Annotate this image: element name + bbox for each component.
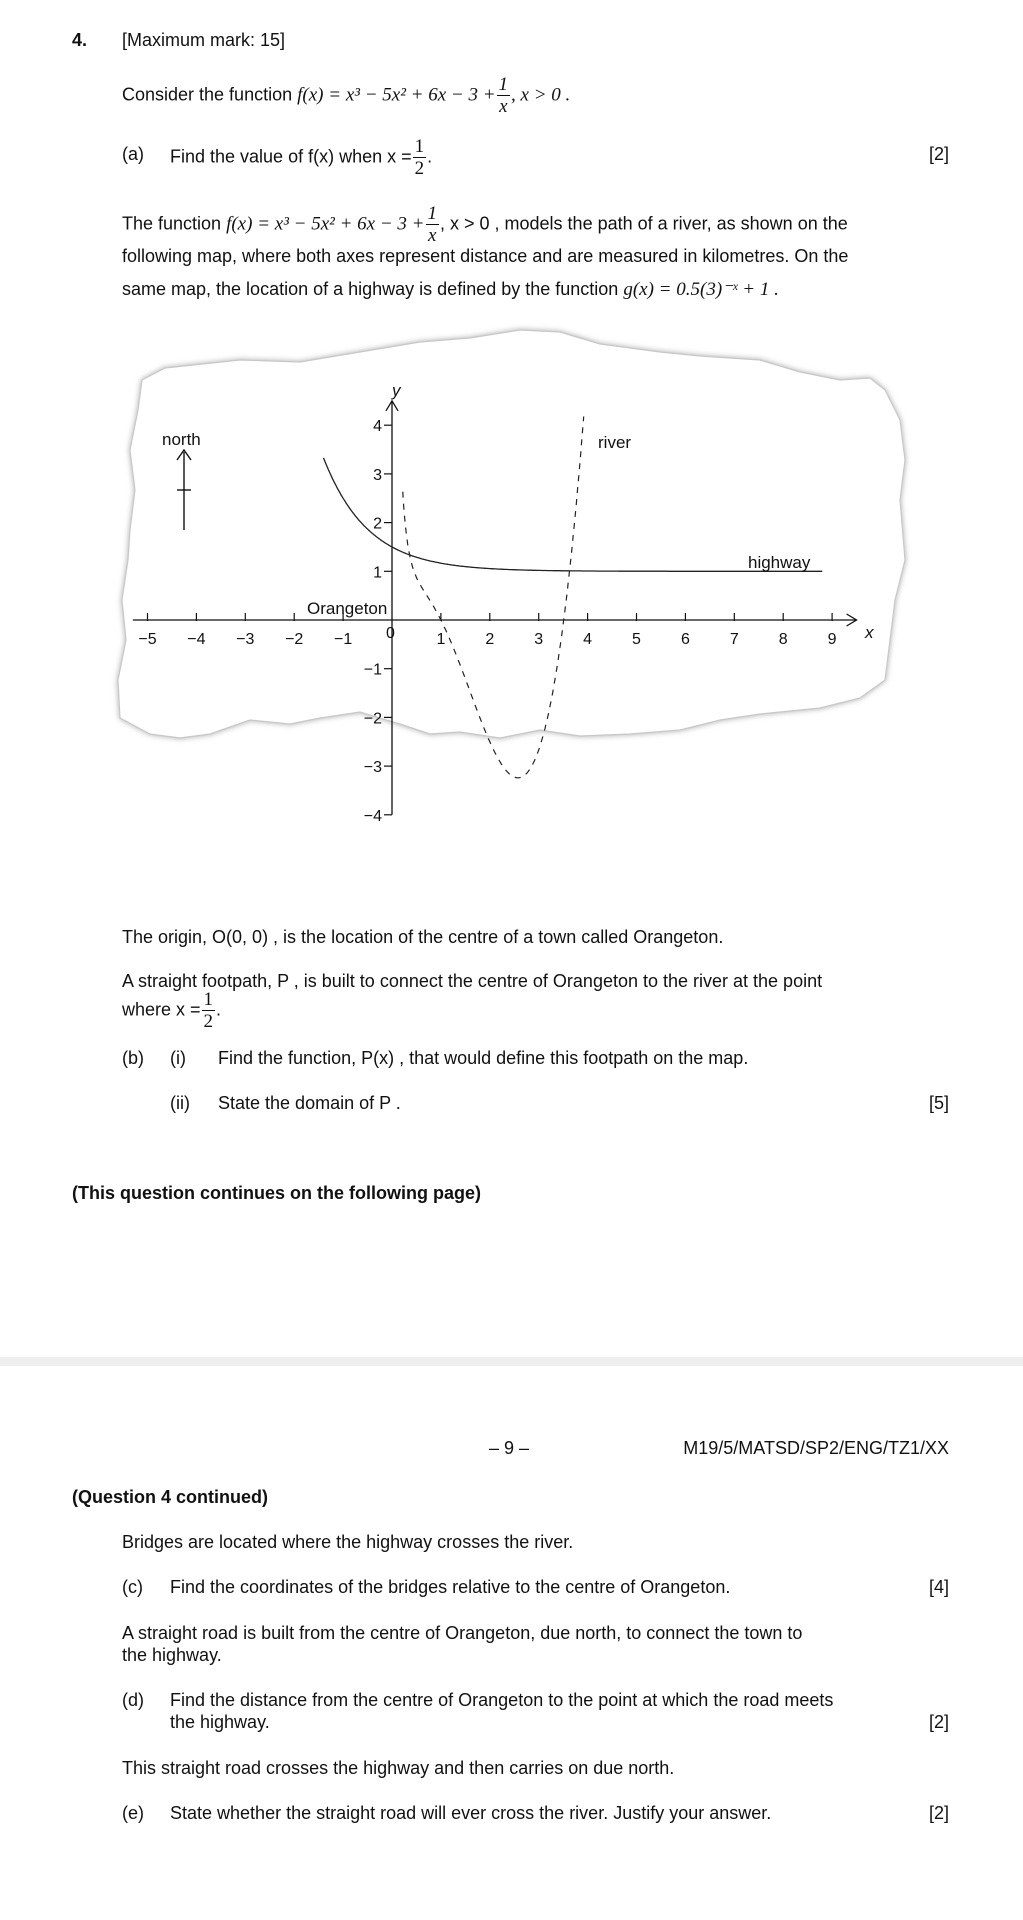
torn-paper-background bbox=[118, 330, 905, 738]
part-bi-label: (i) bbox=[170, 1048, 186, 1068]
y-tick-label: −1 bbox=[363, 661, 382, 679]
part-a-mark: [2] bbox=[928, 144, 949, 164]
x-tick-label: −4 bbox=[187, 631, 206, 648]
origin-label: 0 bbox=[386, 625, 395, 642]
question-number: 4. bbox=[72, 30, 88, 50]
continues-note: (This question continues on the following page) bbox=[72, 1183, 481, 1203]
north-label: north bbox=[162, 430, 201, 449]
river-p1-start: The function bbox=[122, 213, 222, 234]
road-line1: A straight road is built from the centre of Orangeton, due north, to connect the town to bbox=[122, 1623, 803, 1643]
highway-label: highway bbox=[748, 553, 811, 572]
part-e-text: State whether the straight road will ever cross the river. Justify your answer. bbox=[170, 1803, 772, 1823]
origin-text: The origin, O(0, 0) , is the location of the centre of a town called Orangeton. bbox=[122, 927, 724, 947]
x-tick-label: −2 bbox=[285, 631, 304, 648]
footpath-num: 1 bbox=[203, 989, 214, 1010]
page-divider bbox=[0, 1357, 1023, 1366]
part-a-fraction bbox=[413, 137, 427, 178]
river-paragraph-line1 bbox=[122, 204, 848, 245]
footpath-den: 2 bbox=[203, 1011, 214, 1032]
x-tick-label: 7 bbox=[729, 631, 739, 648]
footpath-fraction bbox=[202, 990, 216, 1031]
road-line2: the highway. bbox=[122, 1645, 222, 1665]
func-f-one: 1 bbox=[498, 74, 509, 95]
river-paragraph-line2: following map, where both axes represent distance and are measured in kilometres. On the bbox=[122, 246, 849, 266]
question-continued: (Question 4 continued) bbox=[72, 1487, 268, 1507]
x-tick-label: 4 bbox=[583, 631, 593, 648]
x-tick-label: −5 bbox=[138, 631, 157, 648]
page-number: – 9 – bbox=[489, 1438, 530, 1458]
crosses-text: This straight road crosses the highway and then carries on due north. bbox=[122, 1758, 675, 1778]
part-c-mark: [4] bbox=[928, 1577, 949, 1597]
max-mark: [Maximum mark: 15] bbox=[122, 30, 286, 50]
river-p1-x: x bbox=[428, 225, 437, 246]
y-tick-label: 2 bbox=[373, 515, 382, 533]
part-bii-label: (ii) bbox=[170, 1093, 190, 1113]
part-a-line bbox=[170, 137, 432, 178]
func-f-x: x bbox=[499, 96, 508, 117]
part-a-text: Find the value of f(x) when x = bbox=[170, 146, 412, 167]
footpath-end: . bbox=[216, 999, 222, 1020]
footpath-where: where x = bbox=[122, 999, 201, 1020]
part-d-mark: [2] bbox=[928, 1712, 949, 1732]
river-paragraph-line3 bbox=[122, 278, 779, 301]
part-d-line2: the highway. bbox=[170, 1712, 270, 1732]
y-tick-label: 4 bbox=[373, 418, 382, 436]
x-tick-label: 3 bbox=[534, 631, 544, 648]
part-bi-text: Find the function, P(x) , that would define this footpath on the map. bbox=[218, 1048, 749, 1068]
river-p1-one: 1 bbox=[427, 203, 437, 224]
footpath-line1: A straight footpath, P , is built to connect the centre of Orangeton to the river at the point bbox=[122, 971, 823, 991]
x-tick-label: 6 bbox=[680, 631, 690, 648]
func-f-left: f(x) = x³ − 5x² + 6x − 3 + bbox=[297, 84, 496, 106]
func-f-fraction bbox=[497, 75, 511, 116]
orangeton-label: Orangeton bbox=[307, 599, 388, 618]
x-tick-label: −3 bbox=[236, 631, 255, 648]
part-e-mark: [2] bbox=[928, 1803, 949, 1823]
x-tick-label: 8 bbox=[778, 631, 788, 648]
x-tick-label: 5 bbox=[632, 631, 641, 648]
river-label: river bbox=[598, 433, 632, 452]
part-b-mark: [5] bbox=[928, 1093, 949, 1113]
y-tick-label: 3 bbox=[373, 466, 382, 484]
river-p1-end: , x > 0 , models the path of a river, as shown on the bbox=[440, 213, 848, 234]
y-axis-label: y bbox=[392, 381, 401, 400]
part-a-den: 2 bbox=[414, 158, 425, 179]
river-p1-func: f(x) = x³ − 5x² + 6x − 3 + bbox=[226, 213, 425, 235]
bridges-text: Bridges are located where the highway crosses the river. bbox=[122, 1532, 574, 1552]
intro-text: Consider the function bbox=[122, 84, 293, 105]
part-a-end: . bbox=[427, 146, 433, 167]
part-b-label: (b) bbox=[122, 1048, 144, 1068]
y-tick-label: −3 bbox=[363, 759, 382, 777]
part-e-label: (e) bbox=[122, 1803, 144, 1823]
func-f-domain: , x > 0 . bbox=[511, 84, 571, 106]
y-tick-label: −4 bbox=[363, 807, 382, 825]
part-c-text: Find the coordinates of the bridges relative to the centre of Orangeton. bbox=[170, 1577, 731, 1597]
x-tick-label: 1 bbox=[436, 631, 446, 648]
y-tick-label: 1 bbox=[373, 564, 382, 582]
intro-line bbox=[122, 75, 570, 116]
x-tick-label: −1 bbox=[333, 631, 353, 648]
part-c-label: (c) bbox=[122, 1577, 143, 1597]
x-axis-label: x bbox=[865, 623, 874, 642]
river-p1-fraction bbox=[426, 204, 440, 245]
part-a-label: (a) bbox=[122, 144, 144, 164]
part-d-line1: Find the distance from the centre of Orangeton to the point at which the road meets bbox=[170, 1690, 834, 1710]
river-map bbox=[0, 320, 1023, 900]
part-d-label: (d) bbox=[122, 1690, 144, 1710]
river-p3-func: g(x) = 0.5(3)⁻ˣ + 1 . bbox=[623, 279, 779, 300]
part-bii-text: State the domain of P . bbox=[218, 1093, 401, 1113]
x-tick-label: 2 bbox=[485, 631, 495, 648]
x-tick-label: 9 bbox=[827, 631, 837, 648]
part-a-num: 1 bbox=[414, 136, 425, 157]
river-p3-start: same map, the location of a highway is defined by the function bbox=[122, 279, 619, 299]
footpath-line2 bbox=[122, 990, 221, 1031]
y-tick-label: −2 bbox=[363, 710, 382, 728]
paper-code: M19/5/MATSD/SP2/ENG/TZ1/XX bbox=[683, 1438, 949, 1458]
